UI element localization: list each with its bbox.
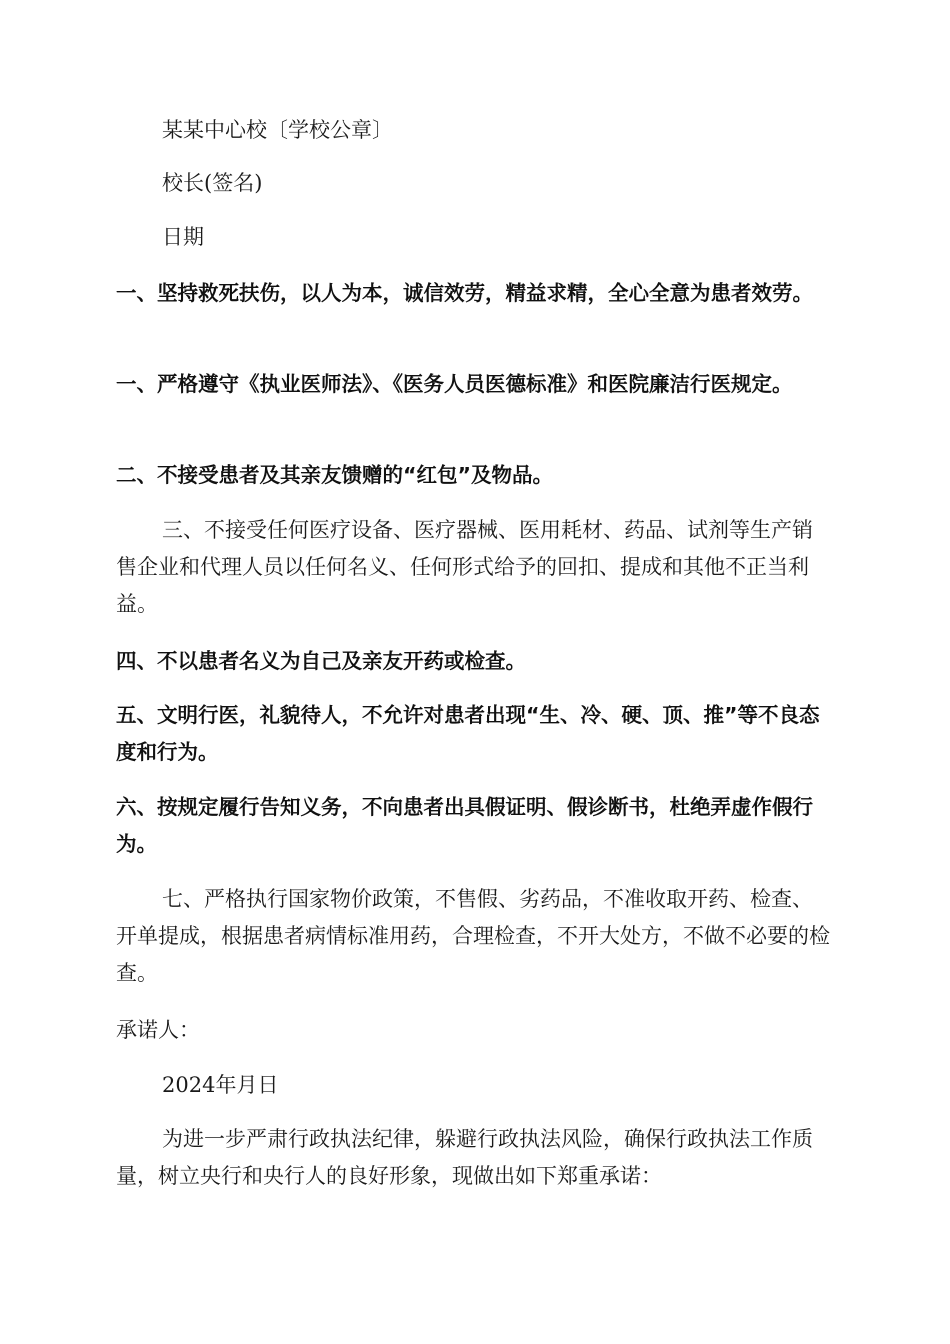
date-line-bottom: 2024年月日 (162, 1073, 279, 1097)
closing-paragraph: 为进一步严肃行政执法纪律，躲避行政执法风险，确保行政执法工作质量，树立央行和央行人的良好形象，现做出如下郑重承诺： (116, 1127, 813, 1188)
pledge-item-2: 一、严格遵守《执业医师法》、《医务人员医德标准》和医院廉洁行医规定。 (116, 372, 793, 396)
pledge-item-7: 六、按规定履行告知义务，不向患者出具假证明、假诊断书，杜绝弄虚作假行为。 (116, 795, 813, 856)
pledge-item-8: 七、严格执行国家物价政策，不售假、劣药品，不准收取开药、检查、开单提成，根据患者病情标准用药，合理检查，不开大处方，不做不必要的检查。 (116, 887, 830, 985)
promiser-label: 承诺人： (116, 1018, 200, 1042)
pledge-item-1: 一、坚持救死扶伤，以人为本，诚信效劳，精益求精，全心全意为患者效劳。 (116, 281, 813, 305)
pledge-item-4: 三、不接受任何医疗设备、医疗器械、医用耗材、药品、试剂等生产销售企业和代理人员以任何名义、任何形式给予的回扣、提成和其他不正当利益。 (116, 518, 813, 616)
date-line-top: 日期 (162, 225, 204, 249)
principal-sign-line: 校长(签名) (162, 171, 263, 195)
pledge-item-3: 二、不接受患者及其亲友馈赠的“红包”及物品。 (116, 463, 553, 487)
pledge-item-5: 四、不以患者名义为自己及亲友开药或检查。 (116, 649, 526, 673)
school-seal-text: 某某中心校〔学校公章〕 (162, 118, 393, 142)
pledge-item-6: 五、文明行医，礼貌待人，不允许对患者出现“生、冷、硬、顶、推”等不良态度和行为。 (116, 703, 820, 764)
